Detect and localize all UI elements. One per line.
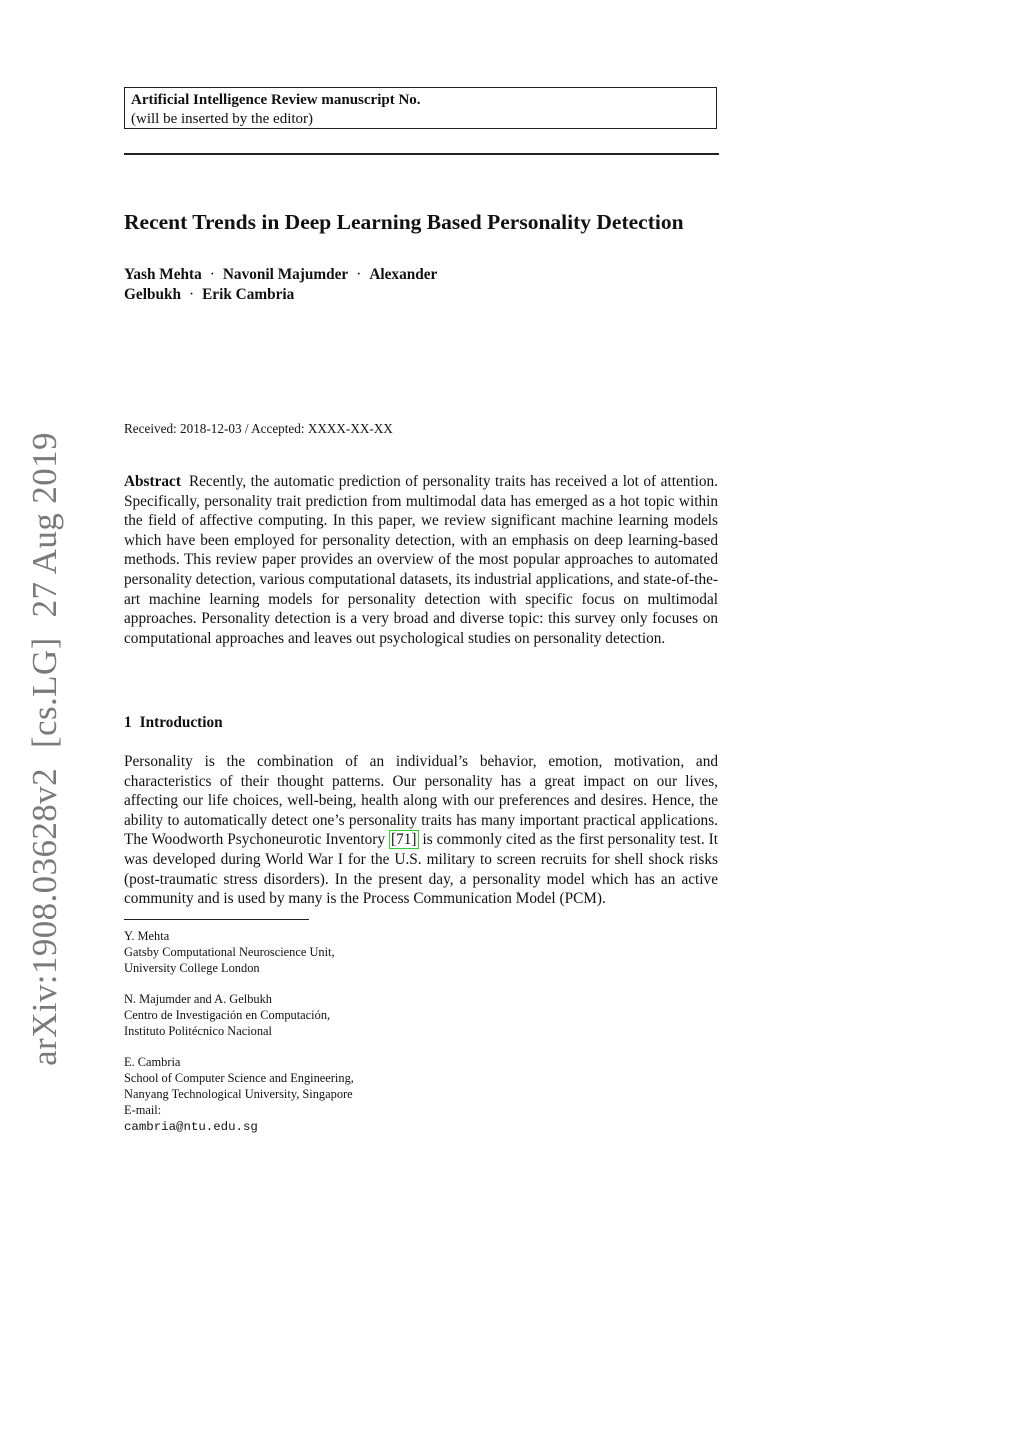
author-separator: · [188, 286, 195, 303]
abstract-label: Abstract [124, 473, 181, 490]
section-heading [124, 713, 223, 733]
author-separator: · [209, 266, 215, 283]
email-line [124, 1102, 524, 1135]
arxiv-id: arXiv:1908.03628v2 [25, 768, 64, 1066]
paper-title: Recent Trends in Deep Learning Based Personality Detection [124, 210, 684, 234]
affiliation-line: Centro de Investigación en Computación, [124, 1008, 331, 1022]
affiliation-line: University College London [124, 961, 260, 975]
citation-link[interactable]: [71] [391, 831, 417, 849]
author-name: Erik Cambria [202, 286, 295, 303]
author-name: Yash Mehta [124, 266, 202, 283]
arxiv-category: [cs.LG] [25, 637, 64, 749]
email-label: E-mail: [124, 1103, 162, 1117]
section-title: Introduction [139, 714, 223, 731]
arxiv-side-stamp [25, 432, 65, 1066]
intro-text: Personality is the combination of an individual’s behavior, emotion, motivation, and characteristics of their thought patterns. Our personality has a great impact on our lives, affecting our life choices, well-being, health along with our preferences and desires. Hence, the ability to automatically detect one’s personality traits has many important practical applications. The Woodworth Psychoneurotic Inventory [124, 753, 718, 849]
affiliation-author: N. Majumder and A. Gelbukh [124, 992, 272, 1006]
affiliation-author: E. Cambria [124, 1055, 181, 1069]
section-number: 1 [124, 714, 132, 731]
footnote-rule [124, 919, 309, 920]
affiliation-block [124, 928, 524, 976]
affiliation-line: Nanyang Technological University, Singapore [124, 1087, 353, 1101]
journal-header-box [124, 87, 717, 129]
journal-name: Artificial Intelligence Review manuscript No. [131, 92, 421, 108]
affiliation-block [124, 1054, 524, 1135]
affiliation-line: Gatsby Computational Neuroscience Unit, [124, 945, 335, 959]
affiliation-line: Instituto Politécnico Nacional [124, 1024, 272, 1038]
affiliations [124, 928, 524, 1150]
intro-paragraph [124, 752, 718, 909]
abstract-text: Recently, the automatic prediction of personality traits has received a lot of attention. Specifically, personality trait prediction from multimodal data has emerged as a hot topic within the field of affective computing. In this paper, we review significant machine learning models which have been employed for personality detection, with an emphasis on deep learning-based methods. This review paper provides an overview of the most popular approaches to automated personality detection, various computational datasets, its industrial applications, and state-of-the-art machine learning models for personality detection with specific focus on multimodal approaches. Personality detection is a very broad and diverse topic: this survey only focuses on computational approaches and leaves out psychological studies on personality detection. [124, 473, 718, 647]
author-list [124, 265, 484, 305]
affiliation-block [124, 991, 524, 1039]
intro-text: is commonly cited as the first personality test. It was developed during World War I for the U.S. military to screen recruits for shell shock risks (post-traumatic stress disorders). In the present day, a personality model which has an active community and is used by many is the Process Communication Model (PCM). [124, 831, 718, 908]
arxiv-date: 27 Aug 2019 [25, 432, 64, 618]
journal-note: (will be inserted by the editor) [131, 111, 314, 127]
author-name: Gelbukh [124, 286, 181, 303]
header-rule [124, 153, 719, 155]
affiliation-author: Y. Mehta [124, 929, 170, 943]
author-name: Navonil Majumder [222, 266, 349, 283]
affiliation-line: School of Computer Science and Engineering, [124, 1071, 354, 1085]
email-link[interactable]: cambria@ntu.edu.sg [124, 1120, 258, 1134]
received-date: Received: 2018-12-03 / Accepted: XXXX-XX-XX [124, 421, 393, 436]
abstract [124, 472, 718, 648]
author-separator: · [356, 266, 362, 283]
author-name: Alexander [369, 266, 438, 283]
